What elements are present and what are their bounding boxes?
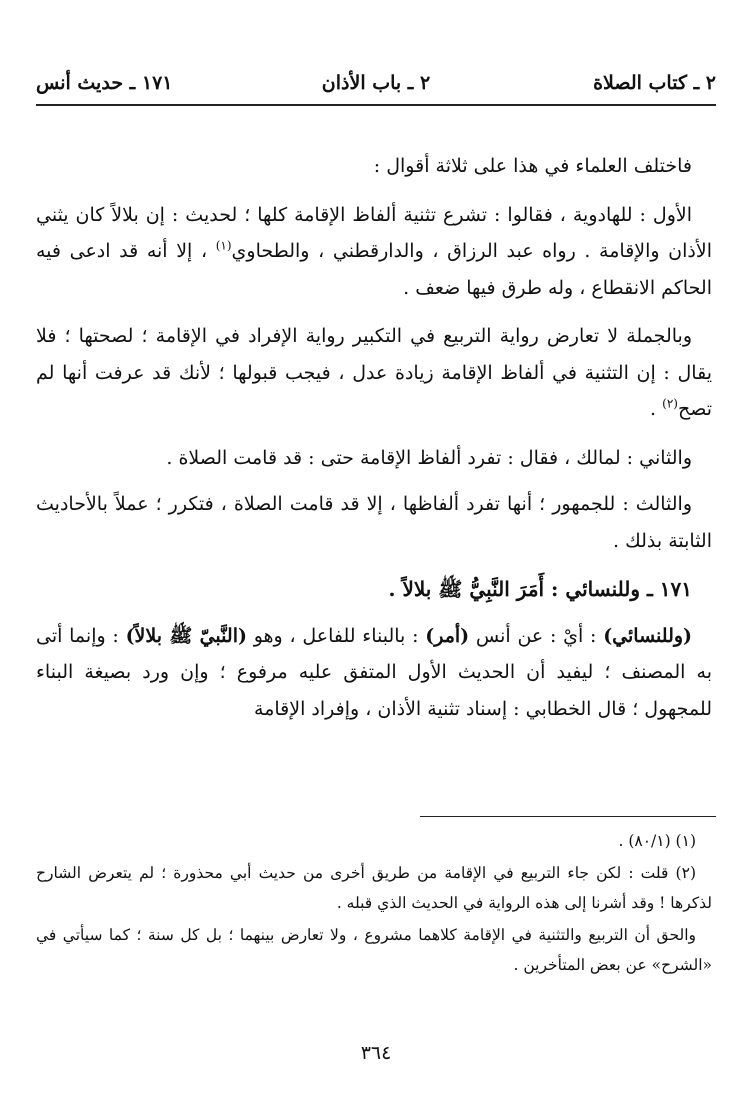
footnote-1: (١) (٨٠/١) . [618,832,696,850]
header-hadith-title: ١٧١ ـ حديث أنس [36,72,173,94]
first-opinion-text-cont: ، إلا أنه قد ادعى فيه الحاكم الانقطاع ، وله طرق فيها ضعف . [36,240,712,299]
summary-text-end: . [650,398,657,420]
running-header [36,66,716,106]
footnotes [36,826,712,982]
commentary-text-a: : أيْ : عن أنس [475,624,597,647]
footnote-ref-2[interactable]: (٢) [662,396,678,411]
header-chapter-title: ٢ ـ باب الأذان [321,72,431,94]
hadith-heading: ١٧١ ـ وللنسائي : أَمَرَ النَّبِيُّ ﷺ بلالاً . [388,577,692,601]
commentary-term-nabi: (النَّبيّ ﷺ بلالاً) [125,624,247,647]
main-text [36,148,712,739]
footnote-2-continuation: والحق أن التربيع والتثنية في الإقامة كلاهما مشروع ، ولا تعارض بينهما ؛ بل كل سنة ؛ كما سيأتي في «الشرح» عن بعض المتأخرين . [36,926,712,974]
paragraph-second-opinion: والثاني : لمالك ، فقال : تفرد ألفاظ الإقامة حتى : قد قامت الصلاة . [166,446,692,469]
paragraph-summary [36,318,712,428]
commentary-text-b: : بالبناء للفاعل ، وهو [253,624,419,647]
paragraph-third-opinion: والثالث : للجمهور ؛ أنها تفرد ألفاظها ، إلا قد قامت الصلاة ، فتكرر ؛ عملاً بالأحاديث الثابتة بذلك . [36,493,712,552]
paragraph-commentary [36,618,712,728]
commentary-term-amara: (أمر) [425,624,470,647]
commentary-term-nasai: (وللنسائي) [603,624,693,647]
header-book-title: ٢ ـ كتاب الصلاة [593,72,716,94]
summary-text: وبالجملة لا تعارض رواية التربيع في التكبير رواية الإفراد في الإقامة ؛ لصحتها ؛ فلا يقال : إن التثنية في ألفاظ الإقامة زيادة عدل ، فيجب قبولها ؛ لأنك قد عرفت أنها لم تصح [36,325,712,420]
footnote-2: (٢) قلت : لكن جاء التربيع في الإقامة من طريق أخرى من حديث أبي محذورة ؛ لم يتعرض الشارح لذكرها ! وقد أشرنا إلى هذه الرواية في الحديث الذي قبله . [36,864,712,912]
footnote-ref-1[interactable]: (١) [215,238,232,253]
paragraph-intro: فاختلف العلماء في هذا على ثلاثة أقوال : [373,155,692,177]
page-number: ٣٦٤ [360,1042,392,1064]
paragraph-first-opinion [36,197,712,307]
footnote-separator [420,816,716,817]
first-opinion-text: الأول : للهادوية ، فقالوا : تشرع تثنية ألفاظ الإقامة كلها ؛ لحديث : إن بلالاً كان يثني الأذان والإقامة . رواه عبد الرزاق ، والدارقطني ، والطحاوي [36,203,712,262]
commentary-text-c: : وإنما أتى به المصنف ؛ ليفيد أن الحديث الأول المتفق عليه مرفوع ؛ وإن ورد بصيغة البناء للمجهول ؛ قال الخطابي : إسناد تثنية الأذان ، وإفراد الإقامة [36,624,712,720]
